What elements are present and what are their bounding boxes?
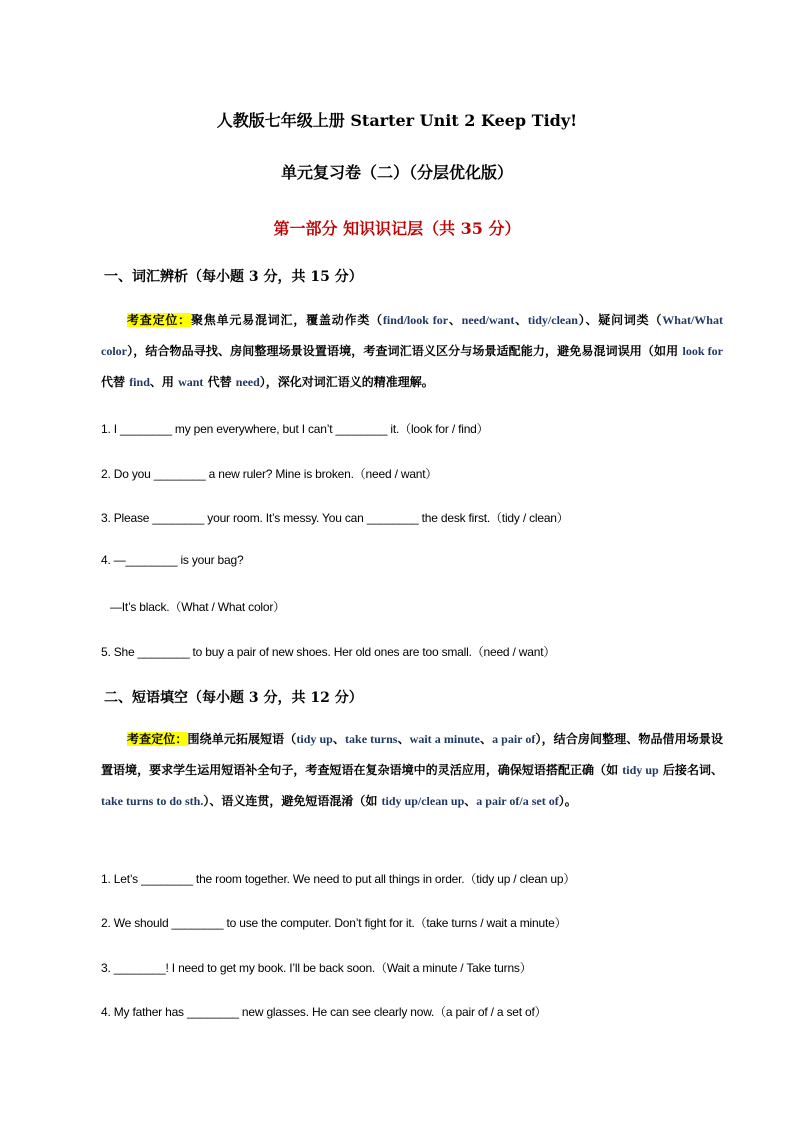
note-text: 代替 xyxy=(101,375,130,389)
question-1-1: 1. I ________ my pen everywhere, but I can’t ________ it.（look for / find） xyxy=(101,422,489,436)
note-text: 、 xyxy=(464,794,477,808)
question-1-5: 5. She ________ to buy a pair of new shoes. Her old ones are too small.（need / want） xyxy=(101,645,556,659)
note-term: find xyxy=(129,375,150,389)
note-term: a pair of xyxy=(492,732,536,746)
note-text: 、 xyxy=(448,313,462,327)
section2-heading: 二、短语填空（每小题 3 分，共 12 分） xyxy=(104,690,363,706)
note-term: a pair of/a set of xyxy=(476,794,559,808)
note-text: 后接名词、 xyxy=(658,763,723,777)
section1-note-label: 考查定位： xyxy=(127,313,191,327)
note-text: ），结合房间整理、物品借用场景设置语境，要求学生运用短语补全句子，考查短语在复杂语境中的灵活应用，确保短语搭配正确（如 xyxy=(101,732,723,777)
note-text: ）、语义连贯，避免短语混淆（如 xyxy=(203,794,382,808)
question-2-3: 3. ________! I need to get my book. I’ll be back soon.（Wait a minute / Take turns） xyxy=(101,961,532,975)
note-text: 、 xyxy=(479,732,493,746)
note-term: tidy up/clean up xyxy=(381,794,465,808)
note-text: 围绕单元拓展短语（ xyxy=(187,732,297,746)
section1-heading: 一、词汇辨析（每小题 3 分，共 15 分） xyxy=(104,269,363,285)
note-term: find/look for xyxy=(382,313,449,327)
section2-note xyxy=(101,724,723,817)
note-text: 聚焦单元易混词汇，覆盖动作类（ xyxy=(190,313,383,327)
note-text: 、 xyxy=(332,732,346,746)
note-term: look for xyxy=(682,344,723,358)
note-term: take turns to do sth. xyxy=(101,794,204,808)
question-1-4-answer: —It’s black.（What / What color） xyxy=(110,600,285,614)
note-term: need xyxy=(235,375,260,389)
note-term: What/What color xyxy=(101,313,723,358)
section1-note xyxy=(101,305,723,398)
question-2-4: 4. My father has ________ new glasses. He can see clearly now.（a pair of / a set of） xyxy=(101,1005,547,1019)
note-term: tidy up xyxy=(622,763,659,777)
note-term: tidy/clean xyxy=(527,313,578,327)
part-heading: 第一部分 知识识记层（共 35 分） xyxy=(273,219,521,238)
question-2-1: 1. Let’s ________ the room together. We need to put all things in order.（tidy up / clean up） xyxy=(101,872,576,886)
note-text: ）。 xyxy=(558,794,577,808)
note-term: need/want xyxy=(461,313,515,327)
document-subtitle: 单元复习卷（二）（分层优化版） xyxy=(280,163,513,182)
question-1-3: 3. Please ________ your room. It’s messy. You can ________ the desk first.（tidy / clean） xyxy=(101,511,569,525)
note-term: want xyxy=(178,375,204,389)
note-text: 、 xyxy=(514,313,528,327)
note-text: 、用 xyxy=(149,375,179,389)
note-text: ），深化对词汇语义的精准理解。 xyxy=(259,375,434,389)
note-text: ），结合物品寻找、房间整理场景设置语境，考查词汇语义区分与场景适配能力，避免易混词误用（如用 xyxy=(127,344,683,358)
question-1-4: 4. —________ is your bag? xyxy=(101,553,244,567)
section2-note-label: 考查定位： xyxy=(127,732,188,746)
question-2-2: 2. We should ________ to use the computer. Don’t fight for it.（take turns / wait a minute） xyxy=(101,916,567,930)
note-text: 代替 xyxy=(203,375,236,389)
note-term: wait a minute xyxy=(409,732,480,746)
note-term: take turns xyxy=(345,732,398,746)
question-1-2: 2. Do you ________ a new ruler? Mine is broken.（need / want） xyxy=(101,467,438,481)
note-text: 、 xyxy=(397,732,410,746)
document-title: 人教版七年级上册 Starter Unit 2 Keep Tidy! xyxy=(216,111,578,130)
note-term: tidy up xyxy=(296,732,333,746)
note-text: ）、疑问词类（ xyxy=(577,313,663,327)
